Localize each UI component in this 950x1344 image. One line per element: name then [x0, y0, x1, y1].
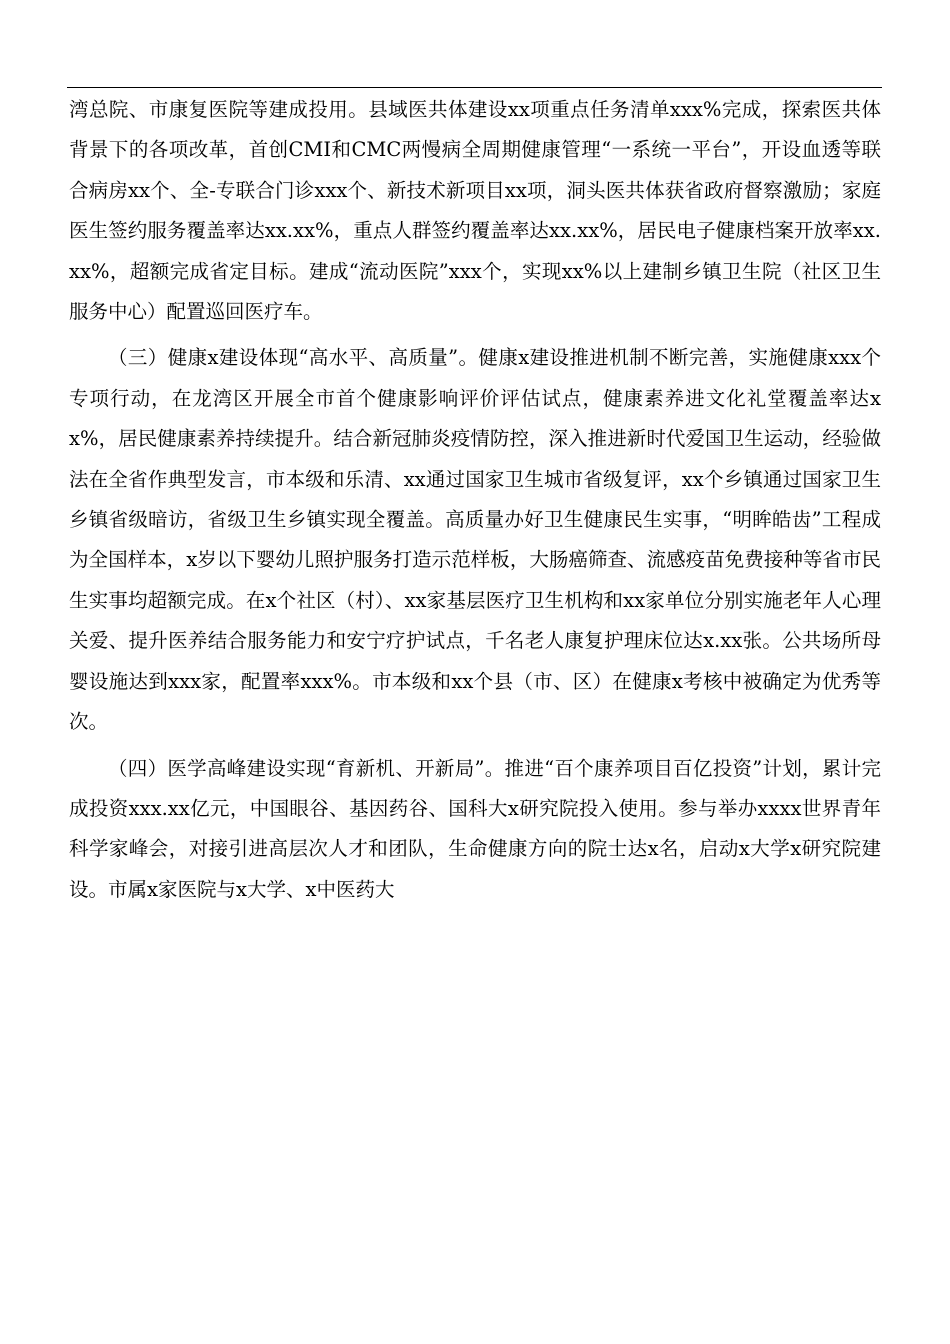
paragraph-section-four: （四）医学高峰建设实现“育新机、开新局”。推进“百个康养项目百亿投资”计划，累计完成投资xxx.xx亿元，中国眼谷、基因药谷、国科大x研究院投入使用。参与举办xxxx世界青年科学家峰会，对接引进高层次人才和团队，生命健康方向的院士达x名，启动x大学x研究院建设。市属x家医院与x大学、x中医药大	[69, 756, 881, 901]
paragraph-continued: 湾总院、市康复医院等建成投用。县域医共体建设xx项重点任务清单xxx%完成，探索医共体背景下的各项改革，首创CMI和CMC两慢病全周期健康管理“一系统一平台”，开设血透等联合病房xx个、全-专联合门诊xxx个、新技术新项目xx项，洞头医共体获省政府督察激励；家庭医生签约服务覆盖率达xx.xx%，重点人群签约覆盖率达xx.xx%，居民电子健康档案开放率xx.xx%，超额完成省定目标。建成“流动医院”xxx个，实现xx%以上建制乡镇卫生院（社区卫生服务中心）配置巡回医疗车。	[69, 98, 881, 324]
header-rule	[67, 87, 882, 88]
paragraph-section-three: （三）健康x建设体现“高水平、高质量”。健康x建设推进机制不断完善，实施健康xxx个专项行动，在龙湾区开展全市首个健康影响评价评估试点，健康素养进文化礼堂覆盖率达xx%，居民健康素养持续提升。结合新冠肺炎疫情防控，深入推进新时代爱国卫生运动，经验做法在全省作典型发言，市本级和乐清、xx通过国家卫生城市省级复评，xx个乡镇通过国家卫生乡镇省级暗访，省级卫生乡镇实现全覆盖。高质量办好卫生健康民生实事，“明眸皓齿”工程成为全国样本，x岁以下婴幼儿照护服务打造示范样板，大肠癌筛查、流感疫苗免费接种等省市民生实事均超额完成。在x个社区（村）、xx家基层医疗卫生机构和xx家单位分别实施老年人心理关爱、提升医养结合服务能力和安宁疗护试点，千名老人康复护理床位达x.xx张。公共场所母婴设施达到xxx家，配置率xxx%。市本级和xx个县（市、区）在健康x考核中被确定为优秀等次。	[69, 346, 881, 734]
document-body	[69, 90, 881, 910]
